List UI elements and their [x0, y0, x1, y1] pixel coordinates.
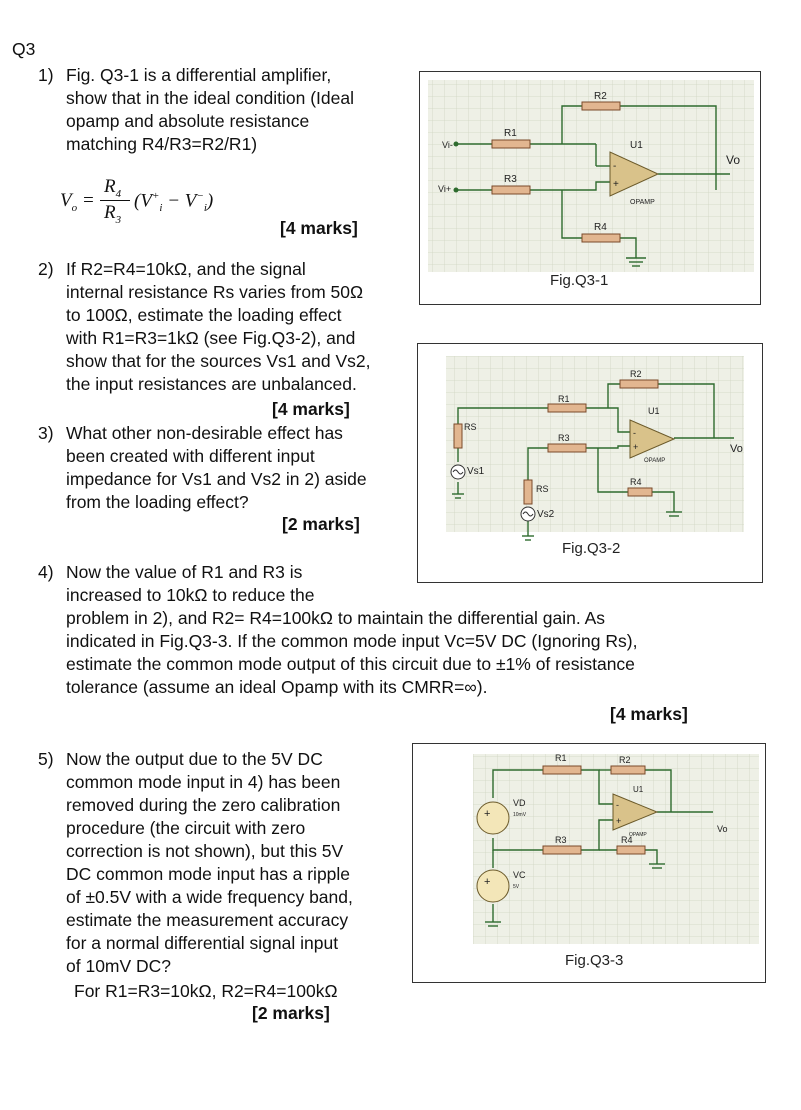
resistor-rs1 [454, 424, 462, 448]
q4-line-6: tolerance (assume an ideal Opamp with its CMRR=∞). [66, 677, 488, 697]
resistor-r1 [492, 140, 530, 148]
q2-number: 2) [38, 259, 54, 279]
q2-line-1: If R2=R4=10kΩ, and the signal [66, 259, 306, 279]
q3-line-2: been created with different input [66, 446, 315, 466]
q2-line-6: the input resistances are unbalanced. [66, 374, 357, 394]
q5-line-1: Now the output due to the 5V DC [66, 749, 323, 769]
q1-number: 1) [38, 65, 54, 85]
q5-number: 5) [38, 749, 54, 769]
q1-line-2: show that in the ideal condition (Ideal [66, 88, 354, 108]
q3-line-1: What other non-desirable effect has [66, 423, 343, 443]
resistor-r3 [548, 444, 586, 452]
circuit-q3-1 [420, 72, 760, 304]
q4-line-3: problem in 2), and R2= R4=100kΩ to maintain the differential gain. As [66, 608, 606, 628]
resistor-r2 [582, 102, 620, 110]
label-minus: - [613, 161, 617, 172]
label-u1: U1 [633, 785, 644, 794]
resistor-r2 [611, 766, 645, 774]
grid-background [446, 356, 744, 532]
label-vin-minus: Vi- [442, 140, 453, 150]
q5-line-10: of 10mV DC? [66, 956, 172, 976]
label-rs2: RS [536, 484, 549, 494]
resistor-r3 [543, 846, 581, 854]
label-rs1: RS [464, 422, 477, 432]
label-vo: Vo [726, 153, 741, 167]
q4-number: 4) [38, 562, 54, 582]
q2-line-5: show that for the sources Vs1 and Vs2, [66, 351, 371, 371]
q5-tail: For R1=R3=10kΩ, R2=R4=100kΩ [74, 981, 338, 1001]
resistor-r4 [617, 846, 645, 854]
label-vc-value: 5V [513, 884, 520, 890]
q5-line-2: common mode input in 4) has been [66, 772, 341, 792]
terminal-vin-plus [454, 188, 459, 193]
resistor-r1 [543, 766, 581, 774]
label-r2: R2 [594, 91, 607, 102]
circuit-q3-3 [413, 744, 765, 982]
q4-line-4: indicated in Fig.Q3-3. If the common mode input Vc=5V DC (Ignoring Rs), [66, 631, 638, 651]
label-plus: + [613, 179, 619, 190]
q1-line-3: opamp and absolute resistance [66, 111, 310, 131]
label-r3: R3 [555, 835, 567, 845]
figure-q3-3 [412, 743, 766, 983]
label-minus: - [633, 428, 636, 438]
q5-line-3: removed during the zero calibration [66, 795, 341, 815]
label-opamp: OPAMP [630, 199, 655, 206]
label-r3: R3 [504, 174, 517, 185]
label-plus: + [616, 816, 622, 826]
q5-marks: [2 marks] [252, 1003, 330, 1023]
q1-line-4: matching R4/R3=R2/R1) [66, 134, 258, 154]
source-vc-plus-sign: + [484, 876, 491, 888]
q5-line-9: for a normal differential signal input [66, 933, 339, 953]
source-vd-plus-sign: + [484, 808, 491, 820]
resistor-r4 [582, 234, 620, 242]
terminal-vin-minus [454, 142, 459, 147]
label-r3: R3 [558, 433, 570, 443]
label-u1: U1 [630, 140, 643, 151]
resistor-rs2 [524, 480, 532, 504]
q5-line-7: of ±0.5V with a wide frequency band, [66, 887, 353, 907]
q3-line-3: impedance for Vs1 and Vs2 in 2) aside [66, 469, 367, 489]
q2-line-3: to 100Ω, estimate the loading effect [66, 305, 342, 325]
label-vc: VC [513, 870, 526, 880]
q5-line-5: correction is not shown), but this 5V [66, 841, 344, 861]
label-r4: R4 [621, 835, 633, 845]
q1-marks: [4 marks] [280, 218, 358, 238]
resistor-r2 [620, 380, 658, 388]
source-vd [477, 802, 509, 834]
label-vo: Vo [717, 824, 728, 834]
figure-q3-3-caption: Fig.Q3-3 [565, 952, 624, 969]
label-vs2: Vs2 [537, 509, 555, 520]
q2-marks: [4 marks] [272, 399, 350, 419]
grid-background [473, 754, 759, 944]
q4-marks: [4 marks] [610, 704, 688, 724]
label-opamp: OPAMP [629, 832, 647, 838]
q5-line-8: estimate the measurement accuracy [66, 910, 349, 930]
figure-q3-1-caption: Fig.Q3-1 [550, 272, 609, 289]
label-minus: - [616, 800, 619, 810]
resistor-r3 [492, 186, 530, 194]
resistor-r4 [628, 488, 652, 496]
label-opamp: OPAMP [644, 458, 666, 464]
label-r2: R2 [630, 369, 642, 379]
figure-q3-2 [417, 343, 763, 583]
label-r4: R4 [630, 477, 642, 487]
question-heading: Q3 [12, 39, 36, 59]
q3-number: 3) [38, 423, 54, 443]
q2-line-4: with R1=R3=1kΩ (see Fig.Q3-2), and [66, 328, 356, 348]
label-r4: R4 [594, 222, 607, 233]
q4-line-2: increased to 10kΩ to reduce the [66, 585, 315, 605]
label-vin-plus: Vi+ [438, 184, 452, 194]
label-r2: R2 [619, 755, 631, 765]
label-r1: R1 [504, 128, 517, 139]
label-u1: U1 [648, 406, 660, 416]
label-vd-value: 10mV [513, 812, 527, 818]
q5-line-6: DC common mode input has a ripple [66, 864, 351, 884]
label-vo: Vo [730, 443, 743, 455]
label-r1: R1 [555, 753, 567, 763]
q3-marks: [2 marks] [282, 514, 360, 534]
q4-line-1: Now the value of R1 and R3 is [66, 562, 303, 582]
figure-q3-1 [419, 71, 761, 305]
label-plus: + [633, 442, 639, 452]
resistor-r1 [548, 404, 586, 412]
q2-line-2: internal resistance Rs varies from 50Ω [66, 282, 364, 302]
label-r1: R1 [558, 394, 570, 404]
q4-line-5: estimate the common mode output of this circuit due to ±1% of resistance [66, 654, 635, 674]
figure-q3-2-caption: Fig.Q3-2 [562, 540, 621, 557]
source-vc [477, 870, 509, 902]
label-vs1: Vs1 [467, 466, 485, 477]
q1-line-1: Fig. Q3-1 is a differential amplifier, [66, 65, 332, 85]
q3-line-4: from the loading effect? [66, 492, 249, 512]
q5-line-4: procedure (the circuit with zero [66, 818, 306, 838]
label-vd: VD [513, 798, 526, 808]
